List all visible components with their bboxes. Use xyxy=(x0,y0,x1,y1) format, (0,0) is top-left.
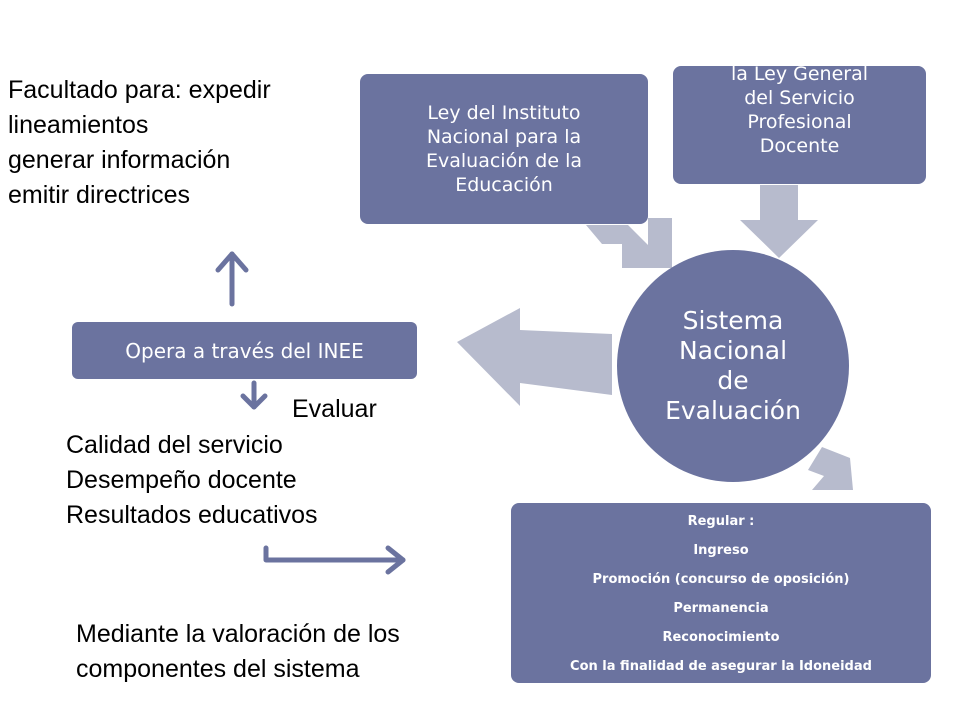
center-line: Sistema xyxy=(682,306,784,335)
law-spd-box xyxy=(673,66,926,184)
facultado-line: Facultado para: expedir xyxy=(8,76,271,104)
facultado-line: generar información xyxy=(8,146,231,174)
law-inee-line: Nacional para la xyxy=(426,126,582,148)
law-inee-line: Educación xyxy=(455,174,553,196)
arrow-center-to-regular xyxy=(808,447,853,490)
facultado-text xyxy=(8,73,271,213)
regular-line: Ingreso xyxy=(693,543,749,558)
law-inee-line: Evaluación de la xyxy=(426,150,582,172)
facultado-line: lineamientos xyxy=(8,111,149,139)
evaluar-item: Desempeño docente xyxy=(66,466,297,494)
regular-line: Permanencia xyxy=(673,601,769,616)
arrow-elbow-to-regular xyxy=(266,548,403,572)
regular-line: Regular : xyxy=(687,514,755,529)
facultado-line: emitir directrices xyxy=(8,181,190,209)
center-line: de xyxy=(717,366,749,395)
mediante-text xyxy=(76,617,400,687)
regular-line: Reconocimiento xyxy=(662,630,780,645)
law-spd-line: Docente xyxy=(759,135,840,157)
mediante-line: Mediante la valoración de los xyxy=(76,620,400,648)
regular-line: Promoción (concurso de oposición) xyxy=(592,572,850,587)
regular-line: Con la finalidad de asegurar la Idoneidad xyxy=(570,659,872,674)
opera-inee-box xyxy=(72,322,417,379)
law-inee-box xyxy=(360,74,648,224)
law-spd-line: del Servicio xyxy=(744,87,855,109)
evaluar-label: Evaluar xyxy=(292,395,377,423)
sistema-nacional-circle xyxy=(617,250,849,482)
law-spd-line: Profesional xyxy=(747,111,852,133)
law-spd-line: la Ley General xyxy=(730,66,869,85)
opera-label: Opera a través del INEE xyxy=(125,338,364,363)
law-inee-line: Ley del Instituto xyxy=(427,102,581,124)
evaluar-list xyxy=(66,428,318,533)
arrow-law-spd-to-center xyxy=(740,185,818,258)
evaluar-item: Calidad del servicio xyxy=(66,431,283,459)
arrow-up-to-facultado xyxy=(218,254,246,304)
arrow-center-to-opera xyxy=(457,308,612,406)
arrow-down-to-evaluar xyxy=(243,383,265,407)
mediante-line: componentes del sistema xyxy=(76,655,360,683)
center-line: Nacional xyxy=(678,336,788,365)
arrow-law-inee-to-center xyxy=(586,218,672,268)
center-line: Evaluación xyxy=(665,396,801,425)
regular-box xyxy=(511,503,931,683)
evaluar-item: Resultados educativos xyxy=(66,501,318,529)
